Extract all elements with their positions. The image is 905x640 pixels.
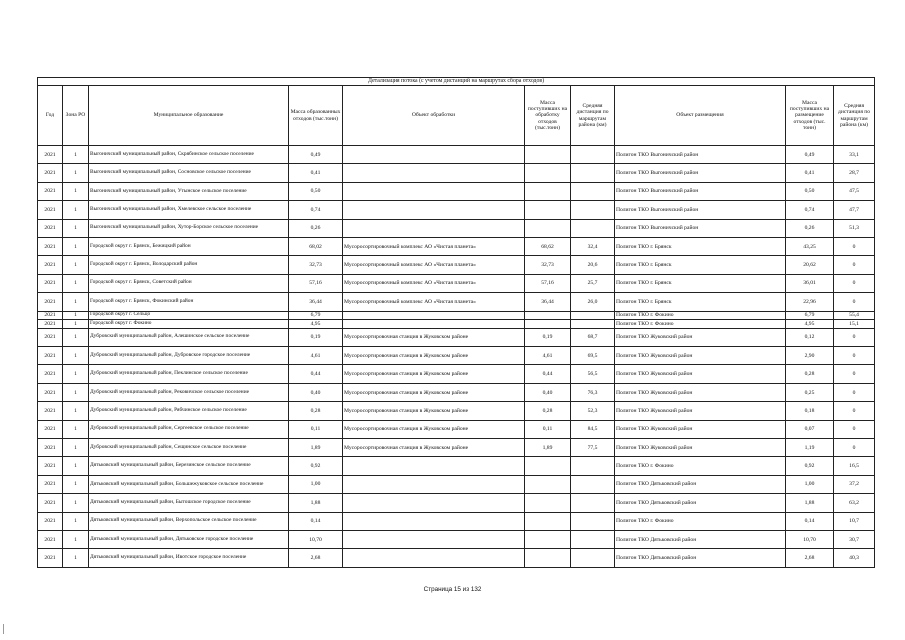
table-banner: Детализация потока (с учетом дистанций на маршрутах сбора отходов) (38, 78, 875, 86)
cell-zone: 1 (63, 219, 89, 237)
cell-mass-to-placement: 1,88 (786, 494, 834, 512)
cell-year: 2021 (38, 293, 63, 311)
cell-distance-placement: 0 (834, 420, 875, 438)
cell-processing-object: Мусоросортировочный комплекс АО «Чистая планета» (343, 237, 525, 255)
cell-zone: 1 (63, 402, 89, 420)
cell-distance-processing: 69,5 (571, 347, 615, 365)
cell-distance-placement: 40,3 (834, 549, 875, 567)
cell-municipality: Выгоничский муниципальный район, Скрябинское сельское поселение (89, 146, 289, 164)
cell-zone: 1 (63, 531, 89, 549)
cell-processing-object: Мусоросортировочная станция в Жуковском районе (343, 347, 525, 365)
cell-mass-generated: 4,95 (289, 320, 343, 329)
cell-distance-placement: 28,7 (834, 164, 875, 182)
cell-municipality: Дубровский муниципальный район, Алешинское сельское поселение (89, 328, 289, 346)
cell-municipality: Выгоничский муниципальный район, Сосновское сельское поселение (89, 164, 289, 182)
cell-zone: 1 (63, 439, 89, 457)
header-mass-to-processing: Масса поступивших на обработку отходов (тыс.тонн) (525, 86, 571, 146)
cell-distance-processing (571, 201, 615, 219)
cell-mass-to-placement: 0,18 (786, 402, 834, 420)
cell-distance-processing: 76,3 (571, 383, 615, 401)
cell-distance-processing: 20,6 (571, 256, 615, 274)
cell-zone: 1 (63, 494, 89, 512)
cell-distance-placement: 0 (834, 347, 875, 365)
cell-municipality: Дятьковский муниципальный район, Верхопольское сельское поселение (89, 512, 289, 530)
cell-mass-to-processing (525, 512, 571, 530)
cell-mass-generated: 1,89 (289, 439, 343, 457)
cell-placement-object: Полигон ТКО Жуковский район (615, 328, 786, 346)
cell-zone: 1 (63, 457, 89, 475)
table-row (38, 420, 875, 438)
cell-mass-to-placement: 0,28 (786, 365, 834, 383)
cell-year: 2021 (38, 512, 63, 530)
cell-year: 2021 (38, 164, 63, 182)
cell-distance-processing (571, 311, 615, 320)
cell-distance-processing: 68,7 (571, 328, 615, 346)
cell-mass-generated: 0,92 (289, 457, 343, 475)
cell-mass-generated: 0,49 (289, 146, 343, 164)
cell-municipality: Дятьковский муниципальный район, Ивотское городское поселение (89, 549, 289, 567)
cell-processing-object (343, 475, 525, 493)
cell-distance-placement: 0 (834, 274, 875, 292)
cell-mass-to-processing (525, 201, 571, 219)
cell-distance-placement: 10,7 (834, 512, 875, 530)
cell-mass-generated: 10,70 (289, 531, 343, 549)
cell-municipality: Выгоничский муниципальный район, Хутор-Борское сельское поселение (89, 219, 289, 237)
cell-zone: 1 (63, 164, 89, 182)
cell-placement-object: Полигон ТКО Жуковский район (615, 420, 786, 438)
cell-mass-to-processing (525, 320, 571, 329)
page-number: Страница 15 из 132 (423, 586, 482, 593)
cell-municipality: Выгоничский муниципальный район, Утынское сельское поселение (89, 182, 289, 200)
cell-municipality: Городской округ г. Сельцо (89, 311, 289, 320)
cell-year: 2021 (38, 365, 63, 383)
cell-year: 2021 (38, 311, 63, 320)
cell-processing-object (343, 512, 525, 530)
cell-placement-object: Полигон ТКО Выгоничский район (615, 164, 786, 182)
cell-placement-object: Полигон ТКО г. Брянск (615, 237, 786, 255)
cell-processing-object (343, 457, 525, 475)
cell-mass-to-processing (525, 531, 571, 549)
cell-distance-processing (571, 494, 615, 512)
cell-placement-object: Полигон ТКО г. Брянск (615, 256, 786, 274)
cell-placement-object: Полигон ТКО Дятьковский район (615, 549, 786, 567)
cell-processing-object (343, 549, 525, 567)
cell-distance-placement: 30,7 (834, 531, 875, 549)
cell-year: 2021 (38, 328, 63, 346)
header-mass-to-placement: Масса поступивших на размещение отходов (тыс. тонн) (786, 86, 834, 146)
cell-mass-to-placement: 0,92 (786, 457, 834, 475)
cell-processing-object: Мусоросортировочный комплекс АО «Чистая планета» (343, 293, 525, 311)
cell-mass-generated: 36,44 (289, 293, 343, 311)
cell-mass-generated: 0,74 (289, 201, 343, 219)
cell-processing-object (343, 219, 525, 237)
cell-distance-processing: 52,3 (571, 402, 615, 420)
cell-municipality: Городской округ г. Брянск, Володарский район (89, 256, 289, 274)
cell-placement-object: Полигон ТКО Дятьковский район (615, 475, 786, 493)
table-row (38, 237, 875, 255)
cell-distance-processing: 26,0 (571, 293, 615, 311)
cell-mass-to-placement: 22,96 (786, 293, 834, 311)
cell-mass-generated: 2,68 (289, 549, 343, 567)
cell-zone: 1 (63, 320, 89, 329)
cell-municipality: Дубровский муниципальный район, Дубровское городское поселение (89, 347, 289, 365)
cell-municipality: Городской округ г. Брянск, Бежицкий район (89, 237, 289, 255)
cell-mass-to-placement: 0,49 (786, 146, 834, 164)
cell-distance-processing: 32,4 (571, 237, 615, 255)
table-row (38, 182, 875, 200)
cell-mass-to-processing (525, 164, 571, 182)
cell-distance-placement: 15,1 (834, 320, 875, 329)
cell-distance-placement: 0 (834, 256, 875, 274)
cell-year: 2021 (38, 383, 63, 401)
cell-mass-generated: 1,88 (289, 494, 343, 512)
cell-distance-processing (571, 457, 615, 475)
cell-placement-object: Полигон ТКО Жуковский район (615, 383, 786, 401)
cell-mass-generated: 57,16 (289, 274, 343, 292)
cell-distance-processing: 77,5 (571, 439, 615, 457)
cell-distance-processing (571, 549, 615, 567)
cell-distance-placement: 33,1 (834, 146, 875, 164)
cell-mass-generated: 68,02 (289, 237, 343, 255)
cell-zone: 1 (63, 347, 89, 365)
cell-municipality: Дубровский муниципальный район, Сещинское сельское поселение (89, 439, 289, 457)
cell-mass-to-placement: 6,79 (786, 311, 834, 320)
table-body (38, 146, 875, 568)
cell-mass-to-processing: 68,62 (525, 237, 571, 255)
cell-mass-generated: 0,50 (289, 182, 343, 200)
cell-mass-to-processing: 0,28 (525, 402, 571, 420)
table-row (38, 146, 875, 164)
table-row (38, 549, 875, 567)
cell-processing-object: Мусоросортировочная станция в Жуковском районе (343, 402, 525, 420)
cell-mass-generated: 0,11 (289, 420, 343, 438)
cell-municipality: Городской округ г. Фокино (89, 320, 289, 329)
cell-zone: 1 (63, 256, 89, 274)
cell-zone: 1 (63, 512, 89, 530)
cell-processing-object: Мусоросортировочный комплекс АО «Чистая планета» (343, 274, 525, 292)
cell-mass-to-placement: 0,50 (786, 182, 834, 200)
table-row (38, 311, 875, 320)
cell-distance-processing (571, 531, 615, 549)
cell-mass-generated: 6,79 (289, 311, 343, 320)
cell-mass-to-processing (525, 549, 571, 567)
cell-zone: 1 (63, 311, 89, 320)
cell-mass-to-processing: 0,11 (525, 420, 571, 438)
table-row (38, 402, 875, 420)
header-mass-generated: Масса образованных отходов (тыс.тонн) (289, 86, 343, 146)
table-row (38, 365, 875, 383)
header-distance-processing: Средняя дистанция по маршрутам района (км) (571, 86, 615, 146)
cell-zone: 1 (63, 293, 89, 311)
cell-municipality: Дубровский муниципальный район, Пеклинское сельское поселение (89, 365, 289, 383)
cell-year: 2021 (38, 531, 63, 549)
cell-mass-to-processing: 1,89 (525, 439, 571, 457)
cell-year: 2021 (38, 347, 63, 365)
table-row (38, 347, 875, 365)
cell-mass-to-processing: 0,40 (525, 383, 571, 401)
cell-placement-object: Полигон ТКО Выгоничский район (615, 219, 786, 237)
table-row (38, 383, 875, 401)
cell-municipality: Выгоничский муниципальный район, Хмелевское сельское поселение (89, 201, 289, 219)
cell-mass-to-processing: 0,44 (525, 365, 571, 383)
cell-zone: 1 (63, 365, 89, 383)
cell-placement-object: Полигон ТКО г. Брянск (615, 274, 786, 292)
cell-mass-generated: 32,73 (289, 256, 343, 274)
cell-year: 2021 (38, 146, 63, 164)
cell-zone: 1 (63, 328, 89, 346)
header-municipality: Муниципальное образование (89, 86, 289, 146)
cell-mass-to-processing: 0,19 (525, 328, 571, 346)
cell-processing-object (343, 311, 525, 320)
cell-mass-to-processing (525, 219, 571, 237)
cell-mass-to-processing (525, 494, 571, 512)
cell-year: 2021 (38, 274, 63, 292)
cell-zone: 1 (63, 201, 89, 219)
cell-distance-placement: 0 (834, 237, 875, 255)
cell-distance-processing (571, 320, 615, 329)
cell-processing-object (343, 182, 525, 200)
cell-year: 2021 (38, 439, 63, 457)
cell-year: 2021 (38, 237, 63, 255)
cell-mass-generated: 0,26 (289, 219, 343, 237)
table-row (38, 512, 875, 530)
cell-distance-placement: 0 (834, 328, 875, 346)
cell-processing-object (343, 531, 525, 549)
cell-mass-to-placement: 20,62 (786, 256, 834, 274)
header-placement-object: Объект размещения (615, 86, 786, 146)
cell-mass-to-placement: 0,12 (786, 328, 834, 346)
cell-placement-object: Полигон ТКО г. Брянск (615, 293, 786, 311)
table-row (38, 201, 875, 219)
cell-municipality: Дубровский муниципальный район, Сергеевское сельское поселение (89, 420, 289, 438)
cell-zone: 1 (63, 146, 89, 164)
cell-mass-to-processing: 57,16 (525, 274, 571, 292)
cell-placement-object: Полигон ТКО Жуковский район (615, 347, 786, 365)
cell-municipality: Дубровский муниципальный район, Рябчинское сельское поселение (89, 402, 289, 420)
scan-edge-mark (3, 624, 4, 634)
cell-placement-object: Полигон ТКО Жуковский район (615, 402, 786, 420)
cell-year: 2021 (38, 494, 63, 512)
cell-processing-object (343, 164, 525, 182)
table-row (38, 457, 875, 475)
cell-mass-to-processing (525, 182, 571, 200)
cell-processing-object (343, 201, 525, 219)
cell-distance-placement: 0 (834, 383, 875, 401)
cell-mass-to-placement: 0,07 (786, 420, 834, 438)
cell-mass-generated: 0,40 (289, 383, 343, 401)
cell-processing-object: Мусоросортировочная станция в Жуковском районе (343, 420, 525, 438)
cell-distance-placement: 16,5 (834, 457, 875, 475)
cell-mass-to-processing (525, 146, 571, 164)
cell-placement-object: Полигон ТКО Жуковский район (615, 439, 786, 457)
cell-year: 2021 (38, 182, 63, 200)
cell-processing-object: Мусоросортировочная станция в Жуковском районе (343, 439, 525, 457)
cell-year: 2021 (38, 420, 63, 438)
cell-processing-object (343, 494, 525, 512)
waste-flow-table (37, 77, 875, 568)
cell-distance-processing (571, 219, 615, 237)
cell-mass-generated: 0,19 (289, 328, 343, 346)
cell-distance-placement: 0 (834, 365, 875, 383)
cell-mass-to-placement: 36,01 (786, 274, 834, 292)
cell-mass-generated: 0,41 (289, 164, 343, 182)
cell-mass-to-placement: 0,14 (786, 512, 834, 530)
cell-year: 2021 (38, 549, 63, 567)
cell-mass-generated: 4,61 (289, 347, 343, 365)
cell-mass-to-placement: 10,70 (786, 531, 834, 549)
cell-mass-to-placement: 0,74 (786, 201, 834, 219)
table-row (38, 256, 875, 274)
cell-mass-to-placement: 0,41 (786, 164, 834, 182)
table-row (38, 439, 875, 457)
cell-distance-placement: 47,7 (834, 201, 875, 219)
header-zone: Зона РО (63, 86, 89, 146)
table-row (38, 219, 875, 237)
cell-mass-generated: 0,28 (289, 402, 343, 420)
cell-zone: 1 (63, 182, 89, 200)
cell-year: 2021 (38, 402, 63, 420)
cell-municipality: Дятьковский муниципальный район, Березинское сельское поселение (89, 457, 289, 475)
table-row (38, 328, 875, 346)
cell-distance-placement: 47,5 (834, 182, 875, 200)
cell-distance-processing: 84,5 (571, 420, 615, 438)
cell-year: 2021 (38, 457, 63, 475)
table-row (38, 475, 875, 493)
cell-zone: 1 (63, 274, 89, 292)
cell-distance-processing (571, 146, 615, 164)
cell-mass-to-placement: 2,90 (786, 347, 834, 365)
cell-municipality: Дятьковский муниципальный район, Бытошское городское поселение (89, 494, 289, 512)
cell-distance-processing: 56,5 (571, 365, 615, 383)
cell-mass-to-processing: 36,44 (525, 293, 571, 311)
cell-municipality: Городской округ г. Брянск, Советский район (89, 274, 289, 292)
cell-distance-placement: 51,3 (834, 219, 875, 237)
cell-processing-object: Мусоросортировочная станция в Жуковском районе (343, 365, 525, 383)
cell-mass-to-placement: 1,19 (786, 439, 834, 457)
cell-mass-to-placement: 1,00 (786, 475, 834, 493)
cell-processing-object: Мусоросортировочная станция в Жуковском районе (343, 383, 525, 401)
cell-placement-object: Полигон ТКО г. Фокино (615, 457, 786, 475)
cell-municipality: Городской округ г. Брянск, Фокинский район (89, 293, 289, 311)
cell-mass-to-placement: 43,25 (786, 237, 834, 255)
table-row (38, 164, 875, 182)
cell-placement-object: Полигон ТКО г. Фокино (615, 311, 786, 320)
cell-mass-generated: 0,44 (289, 365, 343, 383)
table-row (38, 531, 875, 549)
cell-distance-placement: 0 (834, 402, 875, 420)
cell-distance-processing: 25,7 (571, 274, 615, 292)
cell-mass-to-processing: 32,73 (525, 256, 571, 274)
cell-mass-to-placement: 0,26 (786, 219, 834, 237)
cell-processing-object (343, 146, 525, 164)
cell-distance-processing (571, 164, 615, 182)
cell-placement-object: Полигон ТКО Выгоничский район (615, 146, 786, 164)
cell-year: 2021 (38, 256, 63, 274)
table-row (38, 274, 875, 292)
cell-mass-to-processing: 4,61 (525, 347, 571, 365)
cell-municipality: Дятьковский муниципальный район, Большежуковское сельское поселение (89, 475, 289, 493)
cell-placement-object: Полигон ТКО Жуковский район (615, 365, 786, 383)
cell-mass-generated: 1,00 (289, 475, 343, 493)
cell-municipality: Дятьковский муниципальный район, Дятьковское городское поселение (89, 531, 289, 549)
cell-distance-placement: 55,4 (834, 311, 875, 320)
cell-placement-object: Полигон ТКО Выгоничский район (615, 201, 786, 219)
cell-zone: 1 (63, 549, 89, 567)
cell-placement-object: Полигон ТКО Выгоничский район (615, 182, 786, 200)
cell-municipality: Дубровский муниципальный район, Рековичское сельское поселение (89, 383, 289, 401)
cell-placement-object: Полигон ТКО Дятьковский район (615, 531, 786, 549)
cell-distance-placement: 37,2 (834, 475, 875, 493)
header-distance-placement: Средняя дистанция по маршрутам района (км) (834, 86, 875, 146)
cell-mass-generated: 0,14 (289, 512, 343, 530)
cell-mass-to-placement: 4,95 (786, 320, 834, 329)
cell-processing-object (343, 320, 525, 329)
cell-zone: 1 (63, 420, 89, 438)
cell-distance-placement: 63,2 (834, 494, 875, 512)
cell-placement-object: Полигон ТКО Дятьковский район (615, 494, 786, 512)
cell-distance-processing (571, 182, 615, 200)
cell-mass-to-processing (525, 311, 571, 320)
cell-distance-processing (571, 512, 615, 530)
table-row (38, 320, 875, 329)
cell-mass-to-processing (525, 457, 571, 475)
cell-zone: 1 (63, 237, 89, 255)
cell-distance-placement: 0 (834, 439, 875, 457)
table-row (38, 293, 875, 311)
cell-year: 2021 (38, 201, 63, 219)
cell-processing-object: Мусоросортировочный комплекс АО «Чистая планета» (343, 256, 525, 274)
cell-mass-to-placement: 0,25 (786, 383, 834, 401)
cell-placement-object: Полигон ТКО г. Фокино (615, 320, 786, 329)
cell-distance-placement: 0 (834, 293, 875, 311)
header-processing-object: Объект обработки (343, 86, 525, 146)
cell-processing-object: Мусоросортировочная станция в Жуковском районе (343, 328, 525, 346)
table-row (38, 494, 875, 512)
cell-zone: 1 (63, 475, 89, 493)
cell-placement-object: Полигон ТКО г. Фокино (615, 512, 786, 530)
cell-year: 2021 (38, 475, 63, 493)
cell-year: 2021 (38, 219, 63, 237)
header-year: Год (38, 86, 63, 146)
cell-zone: 1 (63, 383, 89, 401)
cell-mass-to-placement: 2,68 (786, 549, 834, 567)
cell-year: 2021 (38, 320, 63, 329)
cell-distance-processing (571, 475, 615, 493)
cell-mass-to-processing (525, 475, 571, 493)
